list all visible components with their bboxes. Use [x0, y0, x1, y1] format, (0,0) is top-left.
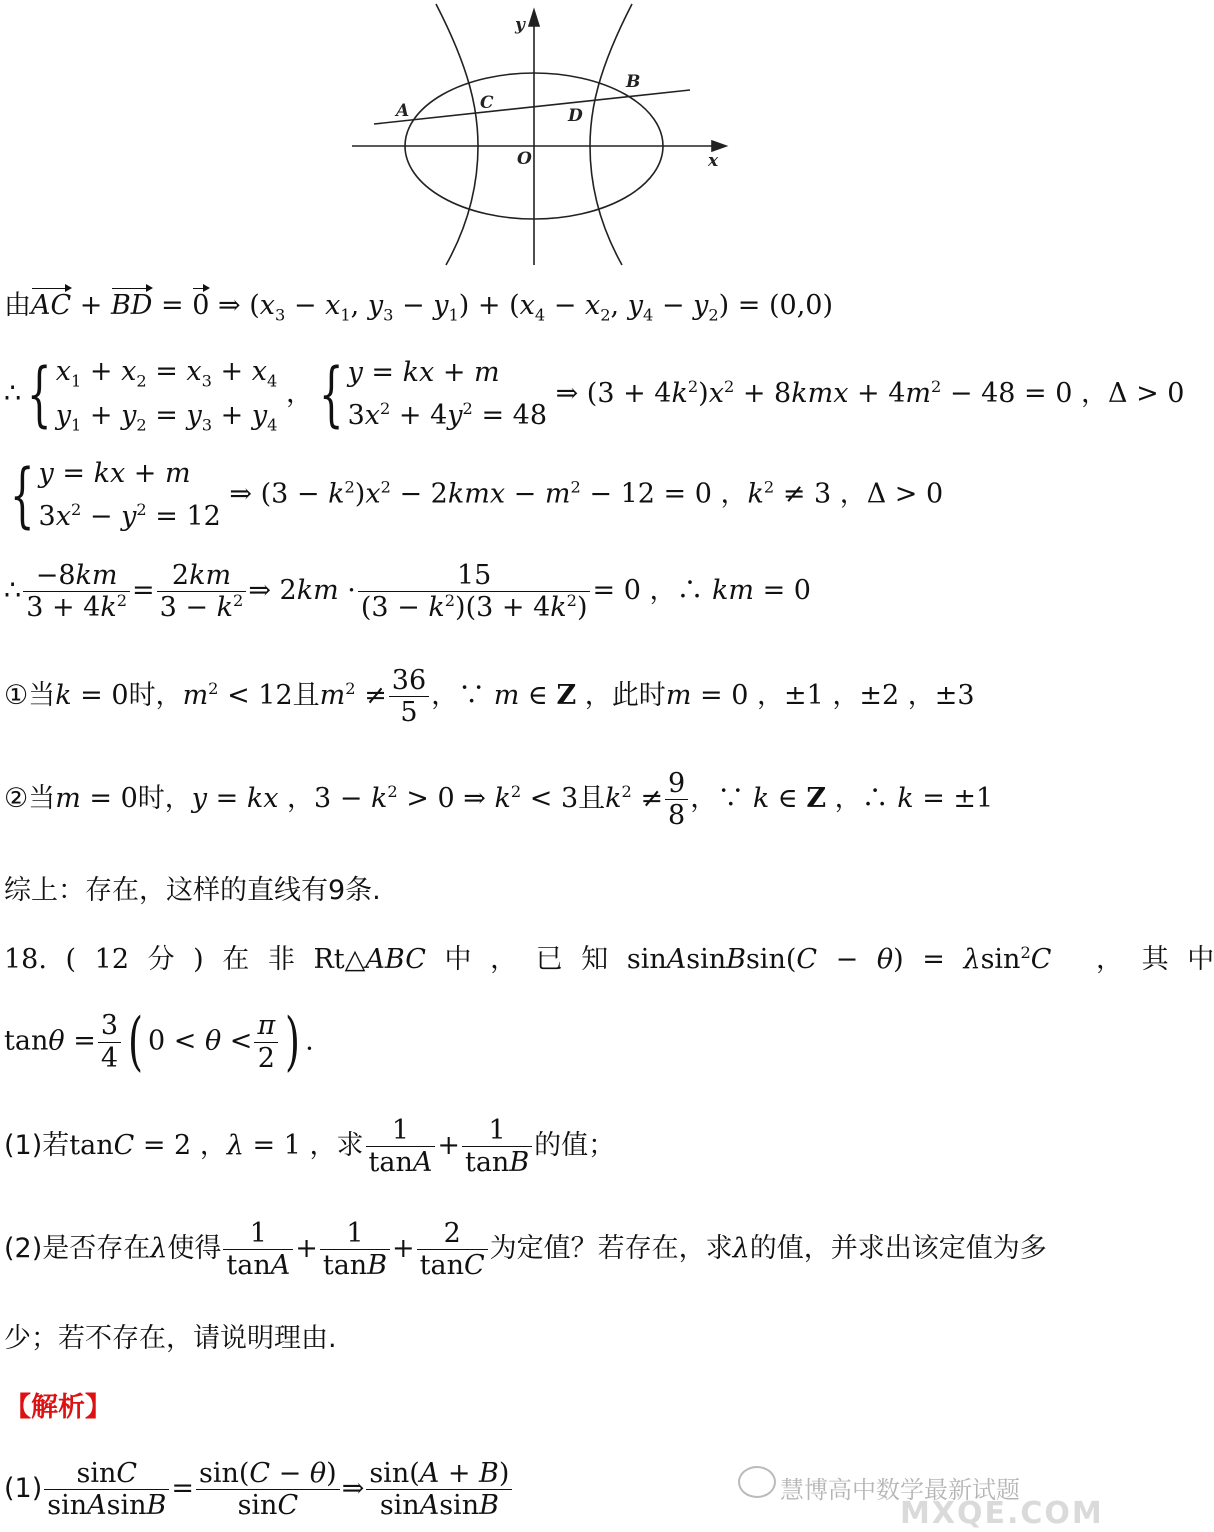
problem-18-statement: 18. ( 12 分 ) 在 非 Rt△ABC 中 ， 已 知 sinAsinBsin(C − θ) = λsin$^2$C ， 其 中	[4, 943, 1214, 975]
label-x: x	[708, 151, 719, 171]
solution-line-2: ∴{ $x_1 + x_2 = x_3 + x_4$ $y_1 + y_2 = y_3 + y_4$ ，{ y = kx + m $3x^2 + 4y^2 = 48$ ⇒ $(3 + 4k^2)x^2 + 8kmx + 4m^2 - 48 = 0$ ，Δ > 0	[4, 353, 1185, 436]
y-axis-arrow	[529, 10, 539, 26]
solution-line-1: 由AC + BD = 0 ⇒ ($x_3 - x_1$, $y_3 - y_1) + (x_4 - x_2$, $y_4 - y_2) = (0,0)$	[4, 290, 833, 325]
watermark-text: 慧博高中数学最新试题	[780, 1476, 1020, 1504]
wechat-icon	[738, 1466, 776, 1498]
analysis-part-1: (1) $\frac{\sin C}{\text{sinAsinB}}$ = $\frac{\sin(C - \theta)}{\sin C}$ ⇒ $\frac{\sin(A + B)}{\text{sinAsinB}}$	[4, 1458, 514, 1521]
label-y: y	[515, 15, 525, 35]
label-D: D	[568, 106, 583, 126]
x-axis-arrow	[712, 141, 726, 151]
watermark	[730, 1440, 1104, 1532]
solution-line-6: ②当m = 0时，y = kx ，$3 - k^2 > 0$ ⇒ $k^2 < 3$且$k^2$ ≠ $\frac{9}{8}$ ，∵ k ∈ Z ，∴ k = ±1	[4, 768, 994, 832]
problem-18-condition: tanθ = $\frac{3}{4}$ ( 0 < θ < $\frac{\pi}{2}$ ) .	[4, 1005, 314, 1079]
label-origin: O	[517, 149, 532, 169]
problem-18-part-2-cont: 少；若不存在，请说明理由.	[4, 1323, 337, 1354]
label-C: C	[480, 93, 494, 113]
solution-line-5: ①当k = 0时，$m^2 < 12$且$m^2$ ≠ $\frac{36}{5}$ ，∵ m ∈ Z ，此时m = 0 ，±1 ，±2 ，±3	[4, 665, 975, 729]
label-A: A	[396, 101, 410, 121]
problem-18-part-2: (2)是否存在λ使得 $\frac{1}{\tan A}$ + $\frac{1}{\tan B}$ + $\frac{2}{\tan C}$ 为定值？若存在，求λ的值，并求出该定值为多	[4, 1218, 1047, 1282]
hyperbola-left-branch	[436, 4, 478, 265]
solution-line-4: ∴ $\frac{-8km}{3 + 4k^2}$ = $\frac{2km}{3 - k^2}$ ⇒ 2km · $\frac{15}{(3 - k^2)(3 + 4k^2)}$ = 0 ，∴ km = 0	[4, 560, 811, 624]
hyperbola-right-branch	[590, 4, 632, 265]
geometry-figure	[0, 0, 1080, 270]
solution-line-3: { y = kx + m $3x^2 - y^2 = 12$ ⇒ $(3 - k^2)x^2 - 2kmx - m^2 - 12 = 0$ ，$k^2 \ne 3$ ，Δ > 0	[10, 454, 944, 537]
analysis-heading: 【解析】	[4, 1392, 112, 1423]
label-B: B	[626, 72, 641, 92]
solution-conclusion: 综上：存在，这样的直线有9条.	[4, 875, 381, 906]
problem-18-part-1: (1)若tanC = 2 ，λ = 1 ，求 $\frac{1}{\tan A}$ + $\frac{1}{\tan B}$ 的值；	[4, 1115, 616, 1179]
watermark-site: MXQE.COM	[900, 1496, 1104, 1531]
